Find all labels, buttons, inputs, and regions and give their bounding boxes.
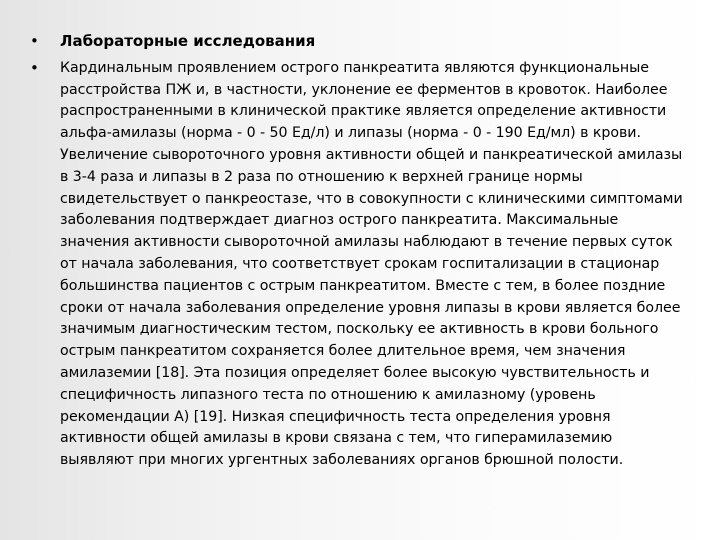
bullet-item-body — [30, 58, 690, 472]
bullet-list — [30, 31, 690, 472]
section-heading: Лабораторные исследования — [60, 32, 316, 50]
body-paragraph: Кардинальным проявлением острого панкреатита являются функциональные расстройства ПЖ и, в частности, уклонение ее ферментов в кровоток. Наиболее распространенными в клинической практике является определение активности альфа-амилазы (норма - 0 - 50 Ед/л) и липазы (норма - 0 - 190 Ед/мл) в крови. Увеличение сывороточного уровня активности общей и панкреатической амилазы в 3-4 раза и липазы в 2 раза по отношению к верхней границе нормы свидетельствует о панкреостазе, что в совокупности с клиническими симптомами заболевания подтверждает диагноз острого панкреатита. Максимальные значения активности сывороточной амилазы наблюдают в течение первых суток от начала заболевания, что соответствует срокам госпитализации в стационар большинства пациентов с острым панкреатитом. Вместе с тем, в более поздние сроки от начала заболевания определение уровня липазы в крови является более значимым диагностическим тестом, поскольку ее активность в крови больного острым панкреатитом сохраняется более длительное время, чем значения амилаземии [18]. Эта позиция определяет более высокую чувствительность и специфичность липазного теста по отношению к амилазному (уровень рекомендации А) [19]. Низкая специфичность теста определения уровня активности общей амилазы в крови связана с тем, что гиперамилаземию выявляют при многих ургентных заболеваниях органов брюшной полости. — [60, 59, 683, 469]
bullet-marker: • — [30, 32, 39, 50]
bullet-item-heading — [30, 31, 690, 53]
bullet-marker: • — [30, 58, 39, 77]
